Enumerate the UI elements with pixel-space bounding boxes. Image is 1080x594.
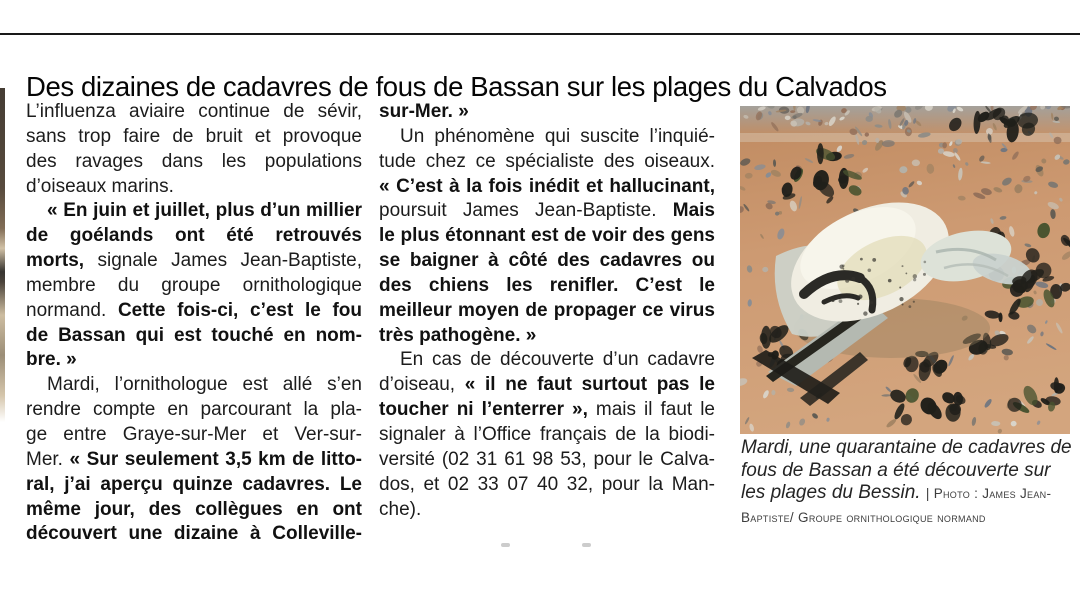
scan-edge-artifact [0, 88, 5, 422]
article-line: d’oiseaux marins. [26, 175, 174, 197]
article-line: versité (02 31 61 98 53, pour le Calva- [379, 448, 715, 470]
beach-photo-illustration [740, 106, 1070, 434]
article-line: L’influenza aviaire continue de sévir, [26, 101, 362, 122]
article-line: des chiens les renifler. C’est le [379, 274, 715, 296]
article-line: toucher ni l’enterrer », mais il faut le [379, 399, 715, 421]
article-line: des ravages dans les populations [26, 150, 362, 172]
article-line: « En juin et juillet, plus d’un millier [47, 200, 362, 222]
article-line: de goélands ont été retrouvés [26, 225, 362, 247]
article-line: sans trop faire de bruit et provoque [26, 125, 362, 147]
article-line: signaler à l’Office français de la biodi- [379, 423, 715, 445]
article-column-2 [379, 100, 715, 522]
article-line: En cas de découverte d’un cadavre [400, 349, 715, 371]
scan-artifact [501, 543, 510, 547]
article-line: très pathogène. » [379, 324, 537, 346]
article-line: normand. Cette fois-ci, c’est le fou [26, 299, 363, 321]
article-line: Un phénomène qui suscite l’inquié- [400, 125, 715, 147]
article-column-1 [26, 100, 362, 547]
article-line: sur-Mer. » [379, 101, 469, 122]
article-line: Mer. « Sur seulement 3,5 km de litto- [26, 448, 363, 470]
top-rule [0, 33, 1080, 35]
article-line: découvert une dizaine à Colleville- [26, 523, 362, 545]
article-line: se baigner à côté des cadavres ou [379, 250, 715, 272]
article-line: ral, j’ai aperçu quinze cadavres. Le [26, 473, 362, 495]
article-line: le plus étonnant est de voir des gens [379, 225, 715, 247]
photo-caption [741, 437, 1079, 529]
article-line: rendre compte en parcourant la pla- [26, 399, 362, 421]
caption-credit: | Photo : James Jean-Baptiste/ Groupe ornithologique normand [741, 486, 1052, 525]
headline: Des dizaines de cadavres de fous de Bassan sur les plages du Calvados [26, 71, 887, 103]
article-photo [740, 106, 1070, 434]
article-line: che). [379, 498, 422, 520]
article-line: tude chez ce spécialiste des oiseaux. [379, 150, 715, 172]
article-line: bre. » [26, 349, 77, 371]
article-line: de Bassan qui est touché en nom- [26, 324, 362, 346]
article-line: morts, signale James Jean-Baptiste, [26, 250, 362, 272]
article-line: Mardi, l’ornithologue est allé s’en [47, 374, 362, 396]
article-line: meilleur moyen de propager ce virus [379, 299, 715, 321]
article-line: d’oiseau, « il ne faut surtout pas le [379, 374, 715, 396]
article-line: dos, et 02 33 07 40 32, pour la Man- [379, 473, 715, 495]
article-line: « C’est à la fois inédit et hallucinant, [379, 175, 715, 197]
article-line: poursuit James Jean-Baptiste. Mais [379, 200, 715, 222]
article-line: même jour, des collègues en ont [26, 498, 362, 520]
scan-artifact [582, 543, 591, 547]
article-line: ge entre Graye-sur-Mer et Ver-sur- [26, 423, 362, 445]
caption-text: Mardi, une quarantaine de cadavres de fous de Bassan a été découverte sur les plages du Bessin. [741, 437, 1072, 504]
article-line: membre du groupe ornithologique [26, 274, 362, 296]
